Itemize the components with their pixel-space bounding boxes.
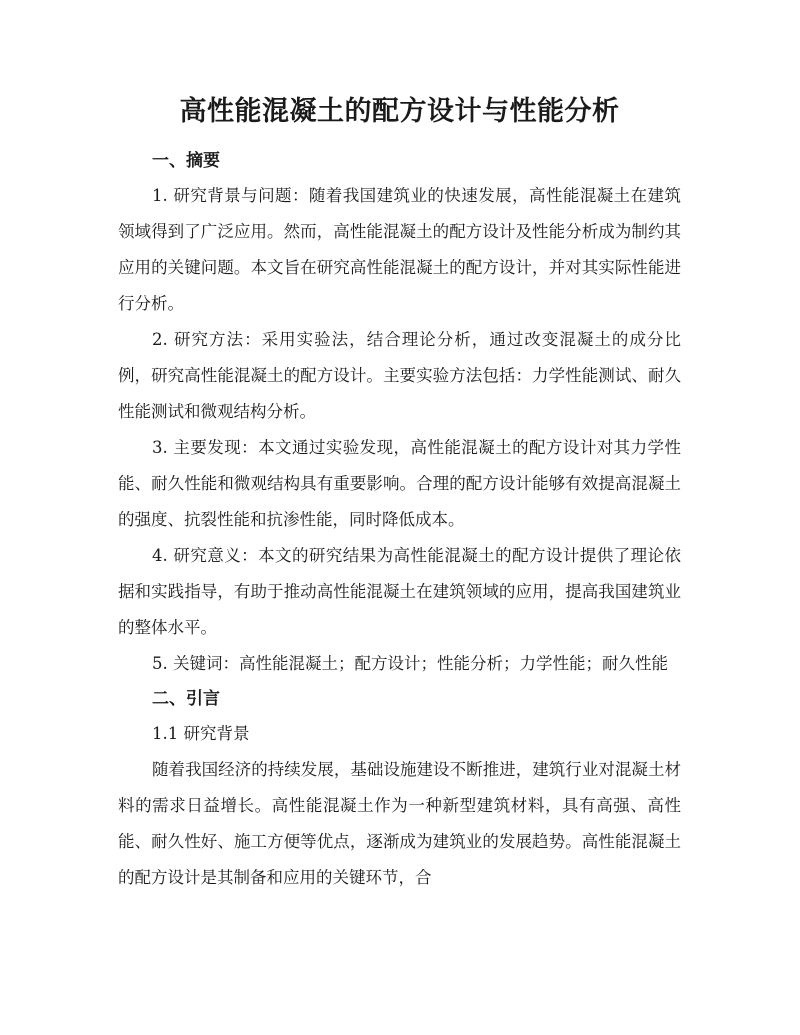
abstract-item-background: 1. 研究背景与问题：随着我国建筑业的快速发展，高性能混凝土在建筑领域得到了广泛应用。然而，高性能混凝土的配方设计及性能分析成为制约其应用的关键问题。本文旨在研究高性能混凝土的配方设计，并对其实际性能进行分析。 xyxy=(118,186,681,313)
abstract-item-keywords: 5. 关键词：高性能混凝土；配方设计；性能分析；力学性能；耐久性能 xyxy=(152,654,668,673)
intro-sub-heading: 1.1 研究背景 xyxy=(152,724,250,743)
document-title: 高性能混凝土的配方设计与性能分析 xyxy=(179,96,620,127)
abstract-item-findings: 3. 主要发现：本文通过实验发现，高性能混凝土的配方设计对其力学性能、耐久性能和微观结构具有重要影响。合理的配方设计能够有效提高混凝土的强度、抗裂性能和抗渗性能，同时降低成本。 xyxy=(118,438,681,529)
abstract-item-significance: 4. 研究意义：本文的研究结果为高性能混凝土的配方设计提供了理论依据和实践指导，有助于推动高性能混凝土在建筑领域的应用，提高我国建筑业的整体水平。 xyxy=(118,546,681,637)
abstract-item-method: 2. 研究方法：采用实验法，结合理论分析，通过改变混凝土的成分比例，研究高性能混凝土的配方设计。主要实验方法包括：力学性能测试、耐久性能测试和微观结构分析。 xyxy=(118,330,681,421)
intro-paragraph: 随着我国经济的持续发展，基础设施建设不断推进，建筑行业对混凝土材料的需求日益增长。高性能混凝土作为一种新型建筑材料，具有高强、高性能、耐久性好、施工方便等优点，逐渐成为建筑业的发展趋势。高性能混凝土的配方设计是其制备和应用的关键环节，合 xyxy=(118,760,681,887)
document-page xyxy=(118,92,681,896)
intro-heading: 二、引言 xyxy=(152,689,220,709)
abstract-heading: 一、摘要 xyxy=(152,151,220,171)
